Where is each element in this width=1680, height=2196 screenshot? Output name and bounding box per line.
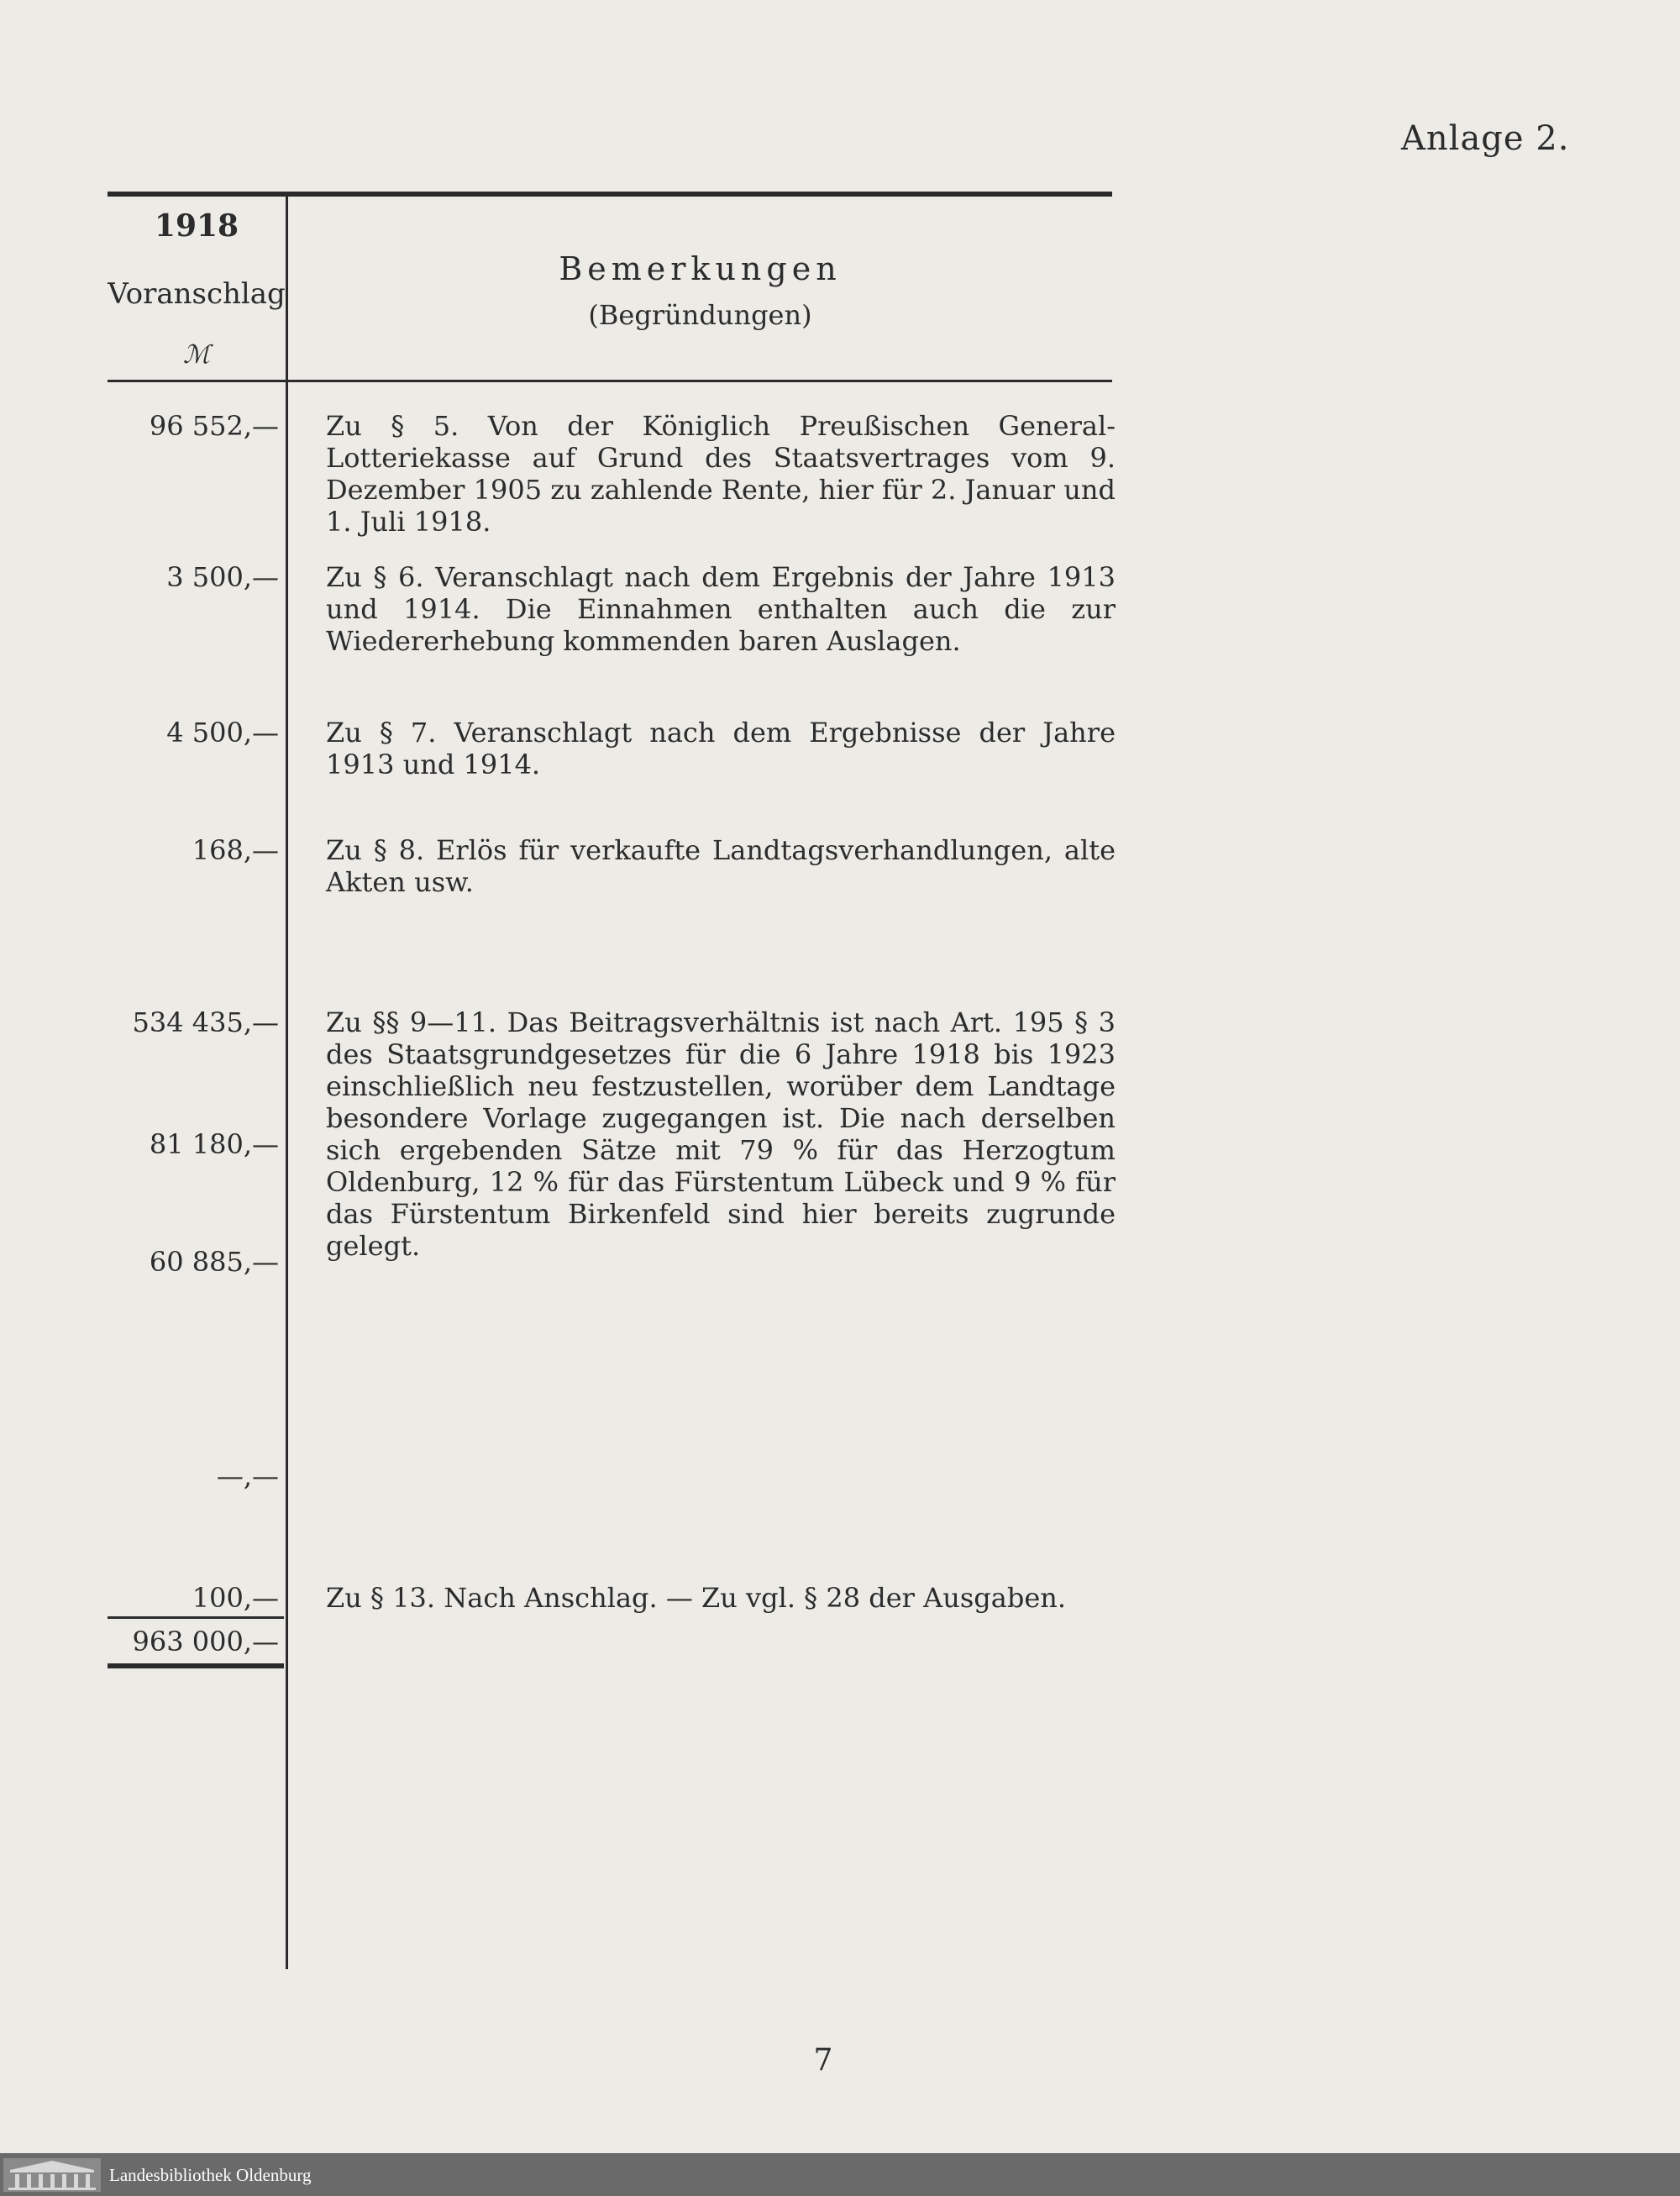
remarks-subheading: (Begründungen)	[588, 299, 812, 331]
total-double-rule	[108, 1663, 284, 1668]
remark-section-7: Zu § 7. Veranschlagt nach dem Ergebnisse der Jahre 1913 und 1914.	[326, 717, 1116, 780]
remark-sections-9-11: Zu §§ 9—11. Das Beitragsverhältnis ist nach Art. 195 § 3 des Staatsgrundgesetzes für die 6 Jahre 1918 bis 1923 einschließlich neu festzustellen, worüber dem Landtage besondere Vorlage zugegangen ist. Die nach derselben sich ergebenden Sätze mit 79 % für das Herzogtum Oldenburg, 12 % für das Fürstentum Lübeck und 9 % für das Fürstentum Birkenfeld sind hier bereits zugrunde gelegt.	[326, 1006, 1116, 1262]
page-number: 7	[813, 2043, 833, 2078]
amount-section-6: 3 500,—	[166, 561, 279, 593]
library-footer	[0, 2153, 1680, 2196]
voranschlag-heading: Voranschlag	[108, 277, 286, 311]
amount-section-12: —,—	[216, 1460, 279, 1492]
currency-unit: ℳ	[182, 340, 211, 370]
sum-rule	[108, 1616, 284, 1619]
amount-section-5: 96 552,—	[149, 410, 279, 442]
amount-section-11: 60 885,—	[149, 1246, 279, 1278]
library-building-icon	[3, 2158, 101, 2192]
table-top-rule	[108, 192, 1112, 197]
amount-section-7: 4 500,—	[166, 717, 279, 749]
amount-section-10: 81 180,—	[149, 1128, 279, 1160]
amount-section-13: 100,—	[192, 1582, 279, 1614]
year-heading: 1918	[154, 208, 239, 244]
library-name: Landesbibliothek Oldenburg	[109, 2165, 312, 2185]
amount-total: 963 000,—	[132, 1626, 279, 1658]
remark-section-8: Zu § 8. Erlös für verkaufte Landtagsverhandlungen, alte Akten usw.	[326, 834, 1116, 898]
remark-section-6: Zu § 6. Veranschlagt nach dem Ergebnis der Jahre 1913 und 1914. Die Einnahmen enthalten auch die zur Wiedererhebung kommenden baren Auslagen.	[326, 561, 1116, 657]
column-divider	[286, 192, 288, 1969]
table-header-rule	[108, 380, 1112, 382]
amount-section-8: 168,—	[192, 834, 279, 866]
remarks-heading: Bemerkungen	[559, 250, 842, 287]
remark-section-5: Zu § 5. Von der Königlich Preußischen General-Lotteriekasse auf Grund des Staatsvertrages vom 9. Dezember 1905 zu zahlende Rente, hier für 2. Januar und 1. Juli 1918.	[326, 410, 1116, 538]
remark-section-13: Zu § 13. Nach Anschlag. — Zu vgl. § 28 der Ausgaben.	[326, 1582, 1067, 1614]
appendix-label: Anlage 2.	[1401, 119, 1570, 158]
amount-section-9: 534 435,—	[132, 1006, 279, 1038]
